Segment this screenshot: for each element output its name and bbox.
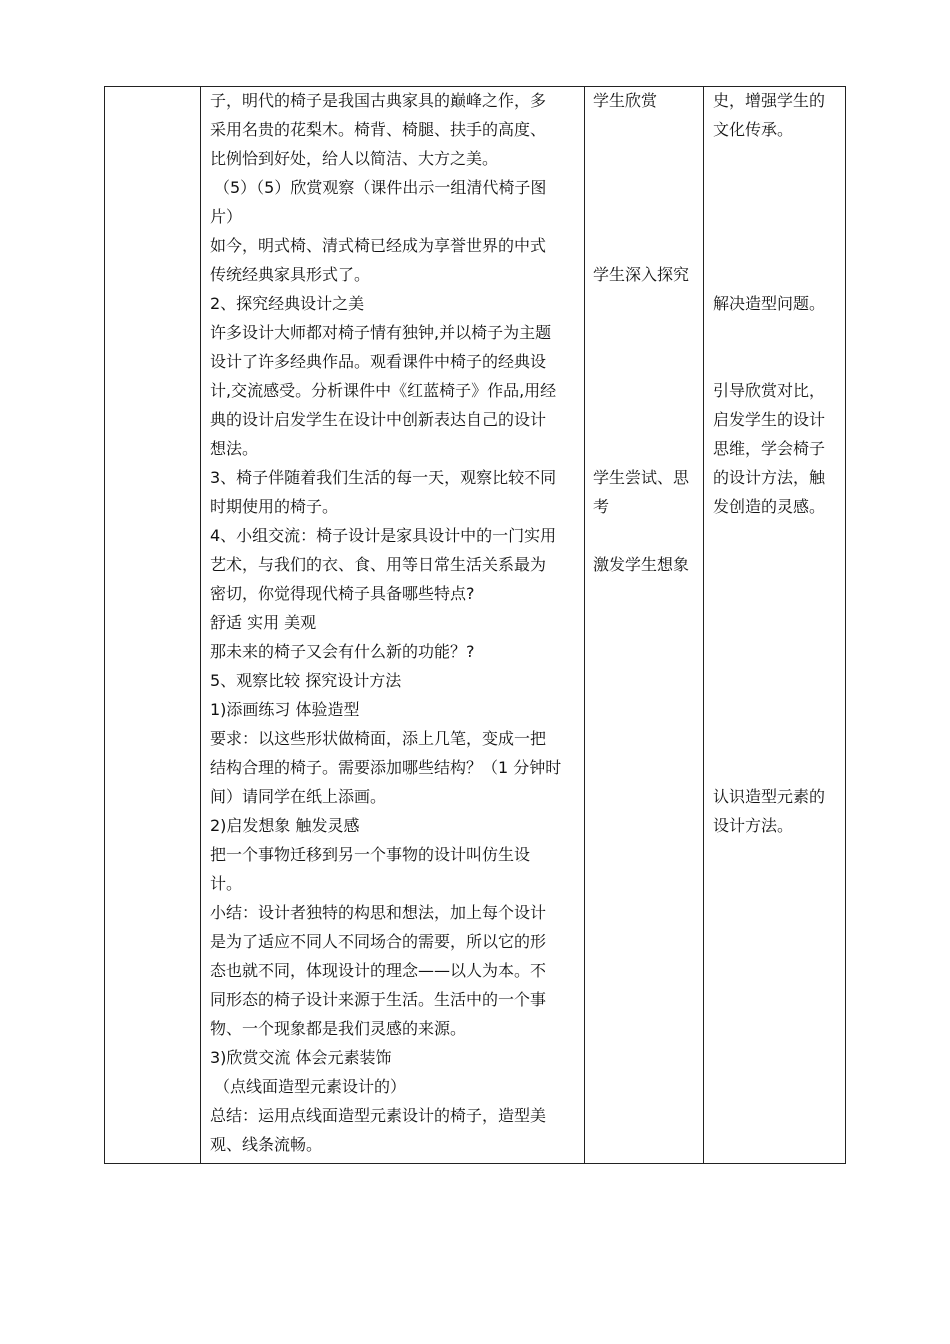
content-line: 3、椅子伴随着我们生活的每一天，观察比较不同 <box>210 468 557 487</box>
intent-line: 解决造型问题。 <box>713 294 826 313</box>
content-column <box>200 87 584 1163</box>
content-line: 结构合理的椅子。需要添加哪些结构？（1 分钟时 <box>210 758 562 777</box>
content-line: 传统经典家具形式了。 <box>210 265 371 284</box>
content-line: 密切，你觉得现代椅子具备哪些特点? <box>210 584 475 603</box>
content-line: 计,交流感受。分析课件中《红蓝椅子》作品,用经 <box>210 381 557 400</box>
content-line: 5、观察比较 探究设计方法 <box>210 671 402 690</box>
intent-line: 的设计方法，触 <box>713 468 826 487</box>
content-line: 1)添画练习 体验造型 <box>210 700 360 719</box>
student-activity-column <box>584 87 703 1163</box>
activity-line: 学生深入探究 <box>593 265 690 284</box>
content-line: 那未来的椅子又会有什么新的功能？? <box>210 642 475 661</box>
content-line: 比例恰到好处，给人以简洁、大方之美。 <box>210 149 499 168</box>
intent-line: 史，增强学生的 <box>713 91 826 110</box>
content-line: 态也就不同，体现设计的理念——以人为本。不 <box>210 961 547 980</box>
content-line: 设计了许多经典作品。观看课件中椅子的经典设 <box>210 352 547 371</box>
blank-column <box>105 87 200 1163</box>
content-line: 要求：以这些形状做椅面，添上几笔，变成一把 <box>210 729 547 748</box>
activity-line: 考 <box>593 497 610 516</box>
content-line: 2、探究经典设计之美 <box>210 294 365 313</box>
activity-line: 学生尝试、思 <box>593 468 690 487</box>
content-line: 是为了适应不同人不同场合的需要，所以它的形 <box>210 932 547 951</box>
content-line: 3)欣赏交流 体会元素装饰 <box>210 1048 392 1067</box>
content-line: （点线面造型元素设计的） <box>214 1077 407 1096</box>
content-line: 艺术，与我们的衣、食、用等日常生活关系最为 <box>210 555 547 574</box>
content-line: 如今，明式椅、清式椅已经成为享誉世界的中式 <box>210 236 547 255</box>
lesson-plan-table <box>104 86 846 1164</box>
activity-line: 激发学生想象 <box>593 555 690 574</box>
content-line: 总结：运用点线面造型元素设计的椅子，造型美 <box>210 1106 547 1125</box>
design-intent-column <box>703 87 845 1163</box>
intent-line: 设计方法。 <box>713 816 794 835</box>
content-line: 物、一个现象都是我们灵感的来源。 <box>210 1019 467 1038</box>
intent-line: 发创造的灵感。 <box>713 497 826 516</box>
content-line: 2)启发想象 触发灵感 <box>210 816 360 835</box>
content-line: 典的设计启发学生在设计中创新表达自己的设计 <box>210 410 547 429</box>
intent-line: 思维，学会椅子 <box>713 439 826 458</box>
content-line: 间）请同学在纸上添画。 <box>210 787 387 806</box>
content-line: 计。 <box>210 874 243 893</box>
content-line: 采用名贵的花梨木。椅背、椅腿、扶手的高度、 <box>210 120 547 139</box>
intent-line: 文化传承。 <box>713 120 794 139</box>
content-line: 4、小组交流：椅子设计是家具设计中的一门实用 <box>210 526 557 545</box>
activity-line: 学生欣赏 <box>593 91 658 110</box>
content-line: 小结：设计者独特的构思和想法，加上每个设计 <box>210 903 547 922</box>
content-line: 把一个事物迁移到另一个事物的设计叫仿生设 <box>210 845 531 864</box>
content-line: 许多设计大师都对椅子情有独钟,并以椅子为主题 <box>210 323 552 342</box>
content-line: 观、线条流畅。 <box>210 1135 323 1154</box>
content-line: 子，明代的椅子是我国古典家具的巅峰之作，多 <box>210 91 547 110</box>
content-line: 片） <box>210 207 243 226</box>
intent-line: 认识造型元素的 <box>713 787 826 806</box>
intent-line: 引导欣赏对比， <box>713 381 826 400</box>
content-line: 时期使用的椅子。 <box>210 497 339 516</box>
intent-line: 启发学生的设计 <box>713 410 826 429</box>
content-line: 想法。 <box>210 439 259 458</box>
content-line: 舒适 实用 美观 <box>210 613 317 632</box>
content-line: （5）（5）欣赏观察（课件出示一组清代椅子图 <box>214 178 547 197</box>
content-line: 同形态的椅子设计来源于生活。生活中的一个事 <box>210 990 547 1009</box>
